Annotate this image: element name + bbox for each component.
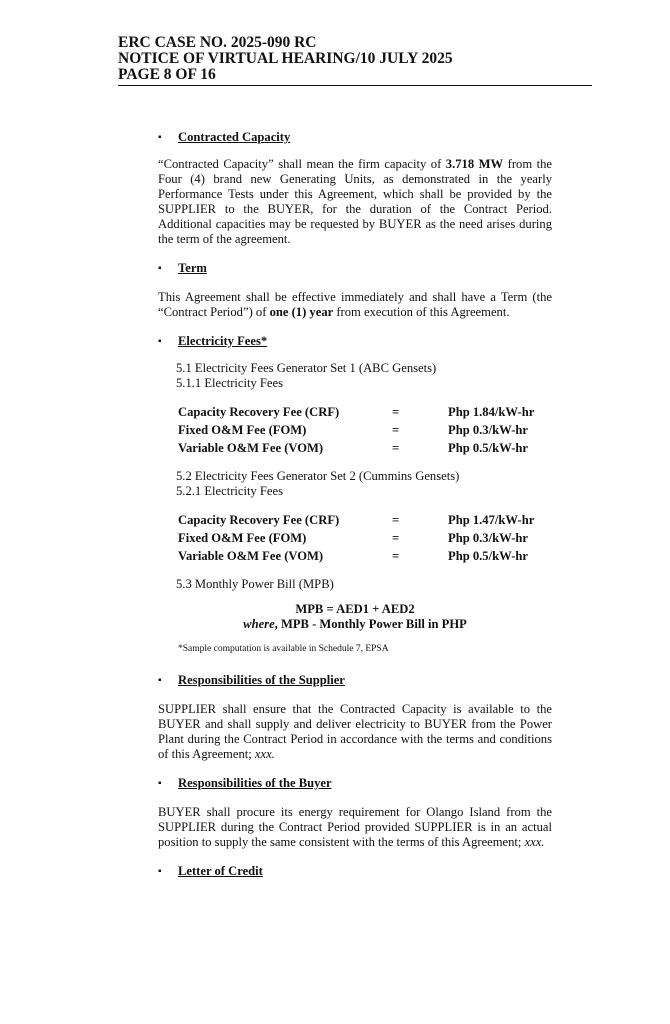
contracted-capacity-paragraph: “Contracted Capacity” shall mean the firm capacity of 3.718 MW from the Four (4) brand new Generating Units, as demonstrated in the yearly Performance Tests under this Agreement, which shall be provided by the SUPPLIER to the BUYER, for the duration of the Contract Period. Additional capacities may be requested by BUYER as the need arises during the term of the agreement.	[158, 157, 552, 246]
document-body	[158, 128, 552, 879]
fee-name: Fixed O&M Fee (FOM)	[178, 422, 307, 437]
section-title-buyer-responsibilities: ▪ Responsibilities of the Buyer	[158, 776, 332, 790]
page-number: PAGE 8 OF 16	[118, 66, 216, 83]
fee-value: Php 1.84/kW-hr	[448, 404, 535, 419]
bullet-icon: ▪	[158, 336, 162, 347]
fee-name: Capacity Recovery Fee (CRF)	[178, 512, 340, 527]
fee-row	[178, 547, 552, 565]
fee-equals: =	[392, 422, 400, 437]
notice-title: NOTICE OF VIRTUAL HEARING/10 JULY 2025	[118, 50, 453, 67]
genset2-fees-table	[178, 511, 552, 565]
document-header	[118, 35, 592, 86]
fee-name: Variable O&M Fee (VOM)	[178, 548, 324, 563]
fee-equals: =	[392, 512, 400, 527]
buyer-paragraph: BUYER shall procure its energy requirement for Olango Island from the SUPPLIER during the Contract Period provided SUPPLIER is in an actual position to supply the same consistent with the terms of this Agreement; xxx.	[158, 805, 552, 849]
genset2-subheading: 5.2.1 Electricity Fees	[176, 484, 284, 498]
section-title-supplier-responsibilities: ▪ Responsibilities of the Supplier	[158, 673, 345, 687]
fee-value: Php 0.5/kW-hr	[448, 440, 529, 455]
fee-equals: =	[392, 530, 400, 545]
bullet-icon: ▪	[158, 132, 162, 143]
fee-row	[178, 403, 552, 421]
section-title-contracted-capacity: ▪ Contracted Capacity	[158, 130, 291, 144]
supplier-paragraph: SUPPLIER shall ensure that the Contracted Capacity is available to the BUYER and shall supply and deliver electricity to BUYER from the Power Plant during the Contract Period in accordance with the terms and conditions of this Agreement; xxx.	[158, 702, 552, 761]
fee-value: Php 0.3/kW-hr	[448, 530, 529, 545]
sample-computation-note: *Sample computation is available in Schedule 7, EPSA	[178, 644, 389, 654]
fee-value: Php 0.3/kW-hr	[448, 422, 529, 437]
bullet-icon: ▪	[158, 675, 162, 686]
fee-equals: =	[392, 440, 400, 455]
monthly-power-bill-heading: 5.3 Monthly Power Bill (MPB)	[176, 577, 334, 591]
genset1-subheading: 5.1.1 Electricity Fees	[176, 376, 284, 390]
bullet-icon: ▪	[158, 778, 162, 789]
fee-name: Variable O&M Fee (VOM)	[178, 440, 324, 455]
fee-row	[178, 439, 552, 457]
genset1-heading: 5.1 Electricity Fees Generator Set 1 (ABC Gensets)	[176, 361, 437, 375]
fee-name: Fixed O&M Fee (FOM)	[178, 530, 307, 545]
fee-name: Capacity Recovery Fee (CRF)	[178, 404, 340, 419]
fee-equals: =	[392, 548, 400, 563]
mpb-formula-definition: where, MPB - Monthly Power Bill in PHP	[243, 617, 467, 631]
fee-equals: =	[392, 404, 400, 419]
genset1-fees-table	[178, 403, 552, 457]
case-number: ERC CASE NO. 2025-090 RC	[118, 34, 317, 51]
bullet-icon: ▪	[158, 263, 162, 274]
fee-value: Php 0.5/kW-hr	[448, 548, 529, 563]
mpb-formula: MPB = AED1 + AED2	[295, 602, 415, 616]
genset2-heading: 5.2 Electricity Fees Generator Set 2 (Cummins Gensets)	[176, 469, 460, 483]
section-title-term: ▪ Term	[158, 261, 207, 275]
term-paragraph: This Agreement shall be effective immediately and shall have a Term (the “Contract Period”) of one (1) year from execution of this Agreement.	[158, 290, 552, 319]
fee-value: Php 1.47/kW-hr	[448, 512, 535, 527]
fee-row	[178, 511, 552, 529]
section-title-letter-of-credit: ▪ Letter of Credit	[158, 864, 263, 878]
bullet-icon: ▪	[158, 866, 162, 877]
fee-row	[178, 421, 552, 439]
fee-row	[178, 529, 552, 547]
section-title-electricity-fees: ▪ Electricity Fees*	[158, 334, 268, 348]
